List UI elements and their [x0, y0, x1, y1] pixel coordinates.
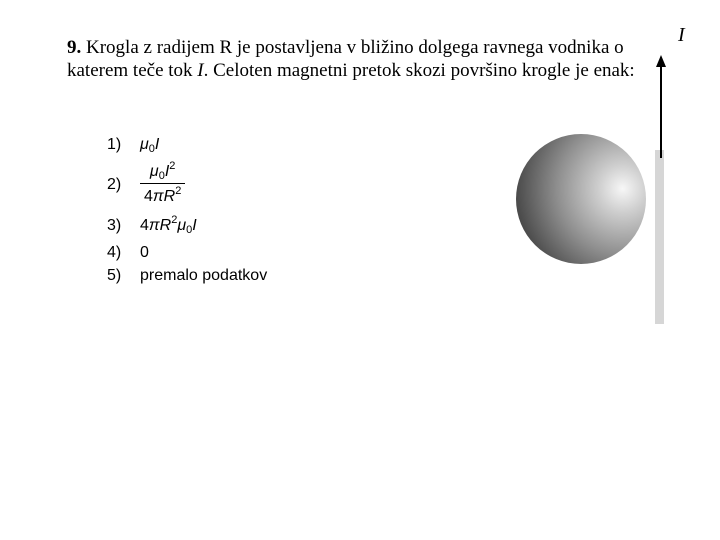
- answer-number: 3): [107, 217, 122, 234]
- answer-formula: [140, 136, 159, 155]
- answer-text: premalo podatkov: [140, 267, 268, 284]
- fraction-numerator: $\mu_0I^2$: [149, 160, 176, 182]
- current-symbol: I: [197, 60, 204, 81]
- answer-formula: $4\pi R^2\mu_0I$: [140, 214, 197, 236]
- wire-lower: [655, 150, 664, 324]
- question-text-part1: Krogla z radijem R je postavljena v bližino dolgega ravnega vodnika o katerem teče tok: [67, 37, 624, 81]
- wire-upper: [660, 66, 662, 158]
- fraction-line: [140, 183, 185, 184]
- answer-2: [107, 160, 227, 210]
- answer-number: 4): [107, 244, 122, 261]
- answer-text: 0: [140, 244, 149, 261]
- sphere-figure: [516, 134, 646, 264]
- question-text-part2: . Celoten magnetni pretok skozi površino krogle je enak:: [203, 60, 635, 81]
- question-number: 9.: [67, 37, 82, 58]
- answer-number: 5): [107, 267, 122, 284]
- fraction-denominator: $4\pi R^2$: [144, 185, 182, 205]
- mu-subscript: 0: [148, 143, 155, 155]
- current-symbol: I: [154, 136, 160, 153]
- answer-number: 2): [107, 176, 122, 193]
- question-text: [67, 36, 647, 82]
- arrow-up-icon: [656, 55, 666, 67]
- current-label: I: [678, 24, 685, 46]
- answer-fraction: [140, 160, 185, 206]
- mu-symbol: μ: [140, 136, 149, 153]
- answer-number: 1): [107, 136, 122, 153]
